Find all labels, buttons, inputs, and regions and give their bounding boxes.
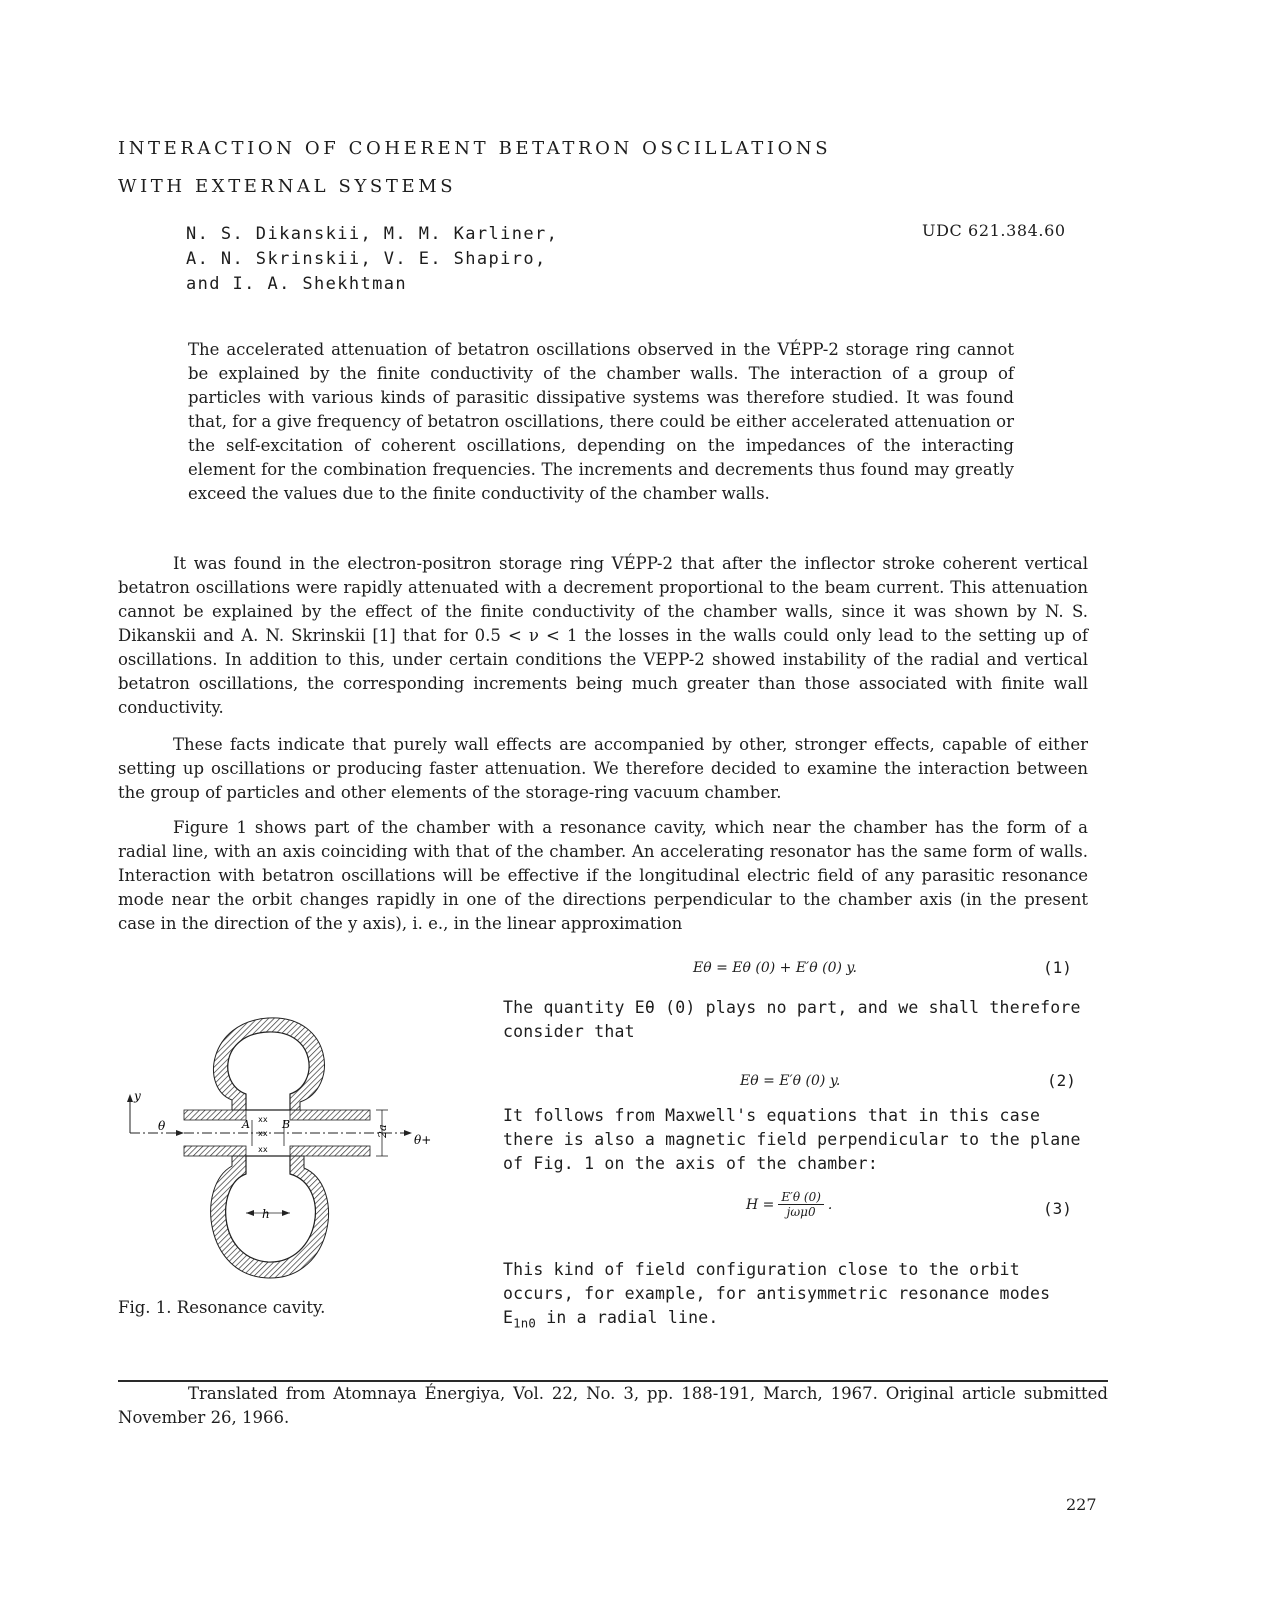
equation-3: H = E′θ (0) jωμ0 . bbox=[746, 1190, 833, 1219]
author-line-3: and I. A. Shekhtman bbox=[186, 274, 408, 294]
theta-label: θ bbox=[158, 1119, 166, 1133]
right-column-text-3b: in a radial line. bbox=[536, 1308, 719, 1327]
right-column-text-3a: This kind of field configuration close to the orbit occurs, for example, for antisymmetric resonance modes E bbox=[503, 1260, 1051, 1327]
footnote: Translated from Atomnaya Énergiya, Vol. 22, No. 3, pp. 188-191, March, 1967. Original article submitted November 26, 1966. bbox=[118, 1384, 1108, 1427]
equation-2-number: (2) bbox=[1047, 1071, 1076, 1090]
figure-caption: Fig. 1. Resonance cavity. bbox=[118, 1298, 326, 1317]
equation-3-numerator: E′θ (0) bbox=[778, 1190, 824, 1205]
beam-arrow-right bbox=[404, 1130, 412, 1136]
chamber-lower-wall-left bbox=[184, 1146, 246, 1156]
equation-2: Eθ = E′θ (0) y. bbox=[740, 1073, 841, 1089]
mode-subscript: 1n0 bbox=[513, 1316, 537, 1331]
xx-marker-top: xx bbox=[258, 1115, 268, 1124]
author-list bbox=[186, 222, 558, 297]
resonance-cavity-figure bbox=[120, 1008, 460, 1288]
equation-1: Eθ = Eθ (0) + E′θ (0) y. bbox=[693, 960, 857, 976]
right-column-text-1: The quantity Eθ (0) plays no part, and we shall therefore consider that bbox=[503, 998, 1081, 1041]
equation-3-lhs: H = bbox=[746, 1196, 775, 1213]
y-axis-label: y bbox=[134, 1089, 141, 1103]
gap-label: 2a bbox=[376, 1124, 389, 1138]
body-paragraph-2: These facts indicate that purely wall effects are accompanied by other, stronger effects, capable of either setting up oscillations or producing faster attenuation. We therefore decided to examine the interaction between the group of particles and other elements of the storage-ring vacuum chamber. bbox=[118, 735, 1088, 802]
paper-title-line-1: INTERACTION OF COHERENT BETATRON OSCILLATIONS bbox=[118, 138, 832, 159]
theta-plus-label: θ+ bbox=[414, 1133, 432, 1147]
chamber-upper-wall-left bbox=[184, 1110, 246, 1120]
xx-marker-mid: xx bbox=[258, 1129, 268, 1138]
equation-1-number: (1) bbox=[1043, 958, 1072, 977]
page-number: 227 bbox=[1066, 1495, 1097, 1514]
abstract: The accelerated attenuation of betatron oscillations observed in the VÉPP-2 storage ring cannot be explained by the finite conductivity of the chamber walls. The interaction of a group of particles with various kinds of parasitic dissipative systems was therefore studied. It was found that, for a give frequency of betatron oscillations, there could be either accelerated attenuation or the self-excitation of coherent oscillations, depending on the impedances of the interacting element for the combination frequencies. The increments and decrements thus found may greatly exceed the values due to the finite conductivity of the chamber walls. bbox=[188, 340, 1014, 503]
xx-marker-bottom: xx bbox=[258, 1145, 268, 1154]
right-column-text-3 bbox=[503, 1258, 1093, 1335]
label-b: B bbox=[282, 1118, 291, 1131]
equation-3-number: (3) bbox=[1043, 1199, 1072, 1218]
author-line-2: A. N. Skrinskii, V. E. Shapiro, bbox=[186, 249, 547, 269]
label-a: A bbox=[242, 1118, 250, 1131]
body-paragraph-3: Figure 1 shows part of the chamber with a resonance cavity, which near the chamber has the form of a radial line, with an axis coinciding with that of the chamber. An accelerating resonator has the same form of walls. Interaction with betatron oscillations will be effective if the longitudinal electric field of any parasitic resonance mode near the orbit changes rapidly in one of the directions perpendicular to the chamber axis (in the present case in the direction of the y axis), i. e., in the linear approximation bbox=[118, 818, 1088, 933]
udc-code: UDC 621.384.60 bbox=[922, 221, 1066, 240]
equation-3-denominator: jωμ0 bbox=[786, 1205, 816, 1219]
beam-arrow-left bbox=[176, 1130, 184, 1136]
chamber-upper-wall-right bbox=[290, 1110, 370, 1120]
author-line-1: N. S. Dikanskii, M. M. Karliner, bbox=[186, 224, 559, 244]
body-paragraph-1: It was found in the electron-positron storage ring VÉPP-2 that after the inflector stroke coherent vertical betatron oscillations were rapidly attenuated with a decrement proportional to the beam current. This attenuation cannot be explained by the effect of the finite conductivity of the chamber walls, since it was shown by N. S. Dikanskii and A. N. Skrinskii [1] that for 0.5 < ν < 1 the losses in the walls could only lead to the setting up of oscillations. In addition to this, under certain conditions the VEPP-2 showed instability of the radial and vertical betatron oscillations, the corresponding increments being much greater than those associated with finite wall conductivity. bbox=[118, 554, 1088, 717]
h-label: h bbox=[262, 1207, 270, 1221]
paper-title-line-2: WITH EXTERNAL SYSTEMS bbox=[118, 176, 457, 197]
right-column-text-2: It follows from Maxwell's equations that in this case there is also a magnetic field perpendicular to the plane of Fig. 1 on the axis of the chamber: bbox=[503, 1106, 1081, 1173]
equation-3-fraction bbox=[778, 1190, 824, 1219]
chamber-lower-wall-right bbox=[290, 1146, 370, 1156]
